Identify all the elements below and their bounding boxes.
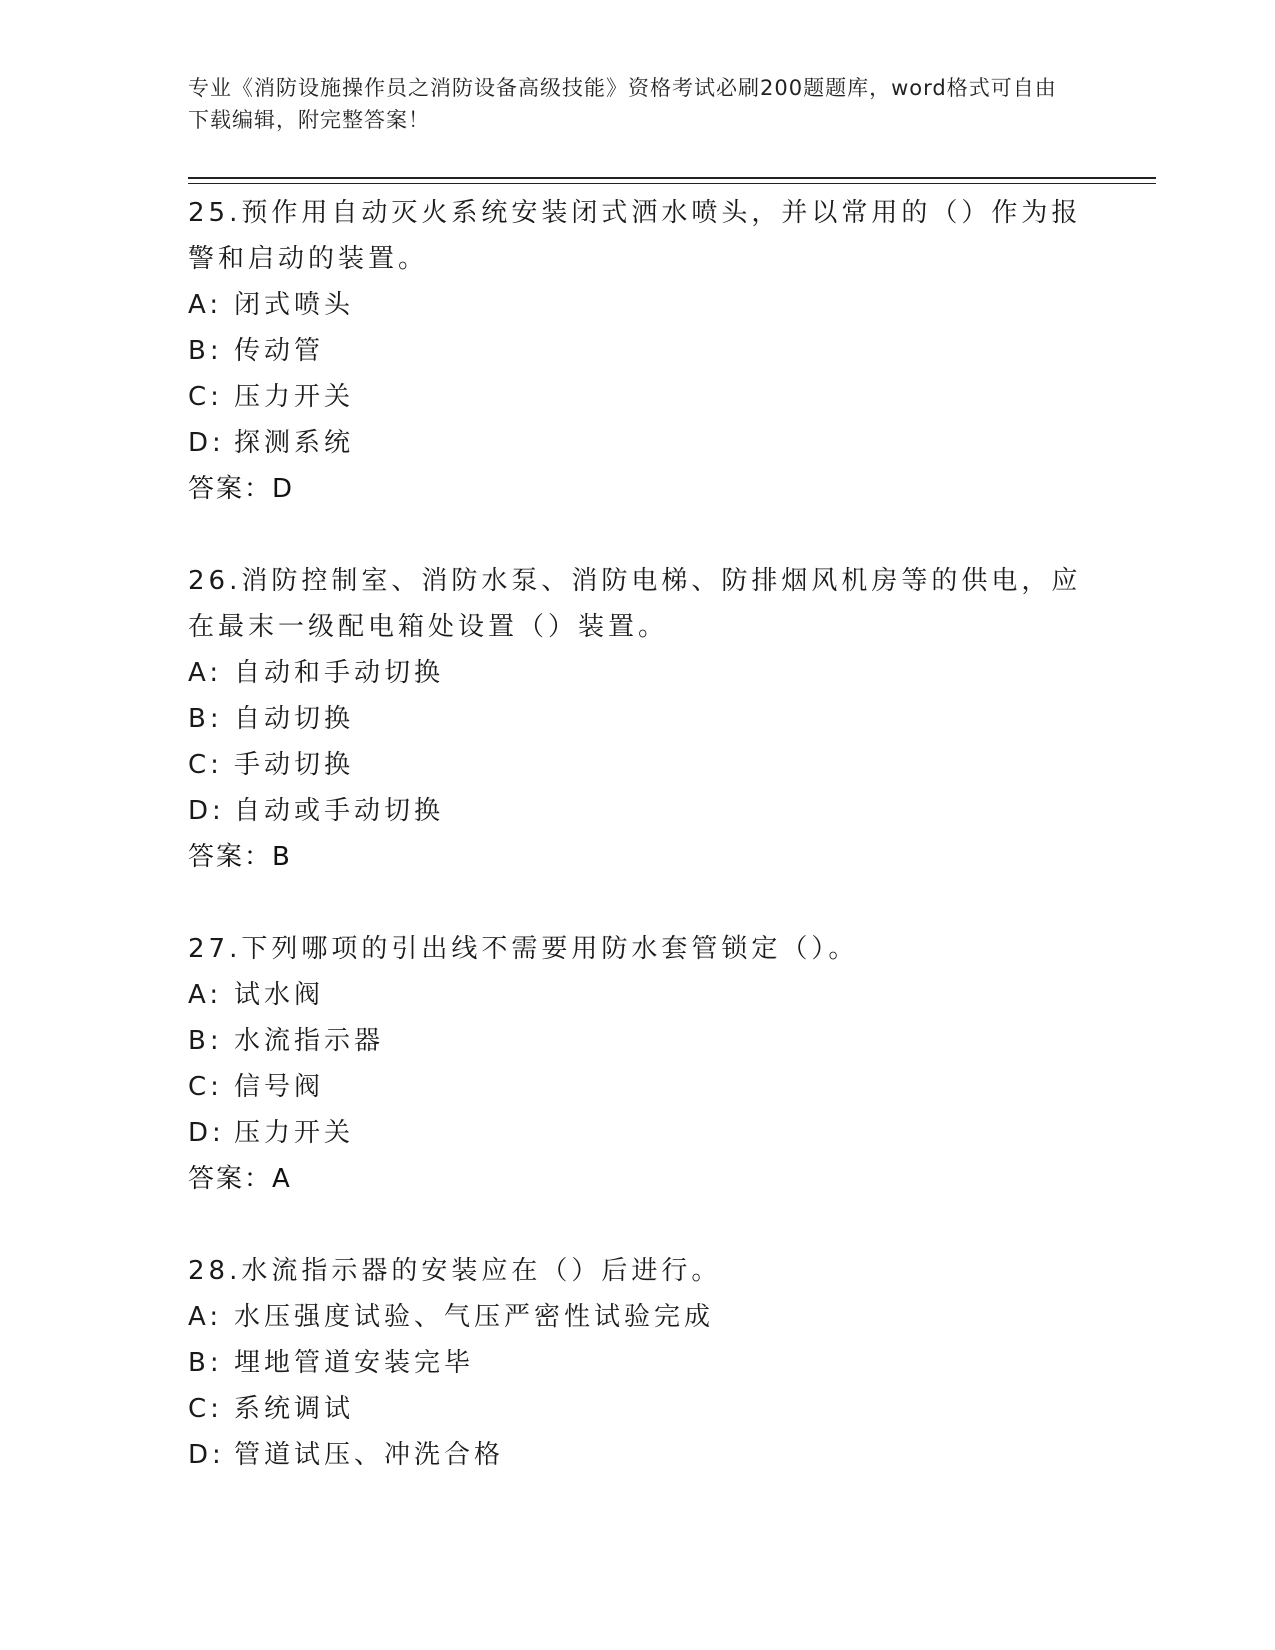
option-key: B:	[188, 1026, 223, 1056]
answer-line: 答案：D	[188, 474, 295, 504]
option-text: 手动切换	[234, 750, 355, 780]
answer-line: 答案：A	[188, 1164, 292, 1194]
option-key: D:	[188, 796, 225, 826]
option-text: 自动和手动切换	[234, 658, 445, 688]
option-key: D:	[188, 428, 225, 458]
option-text: 管道试压、冲洗合格	[234, 1440, 505, 1470]
option-a	[188, 972, 1088, 1018]
option-key: A:	[188, 290, 223, 320]
document-header-note: 专业《消防设施操作员之消防设备高级技能》资格考试必刷200题题库，word格式可自由下载编辑，附完整答案！	[188, 76, 1057, 132]
option-text: 闭式喷头	[234, 290, 355, 320]
option-d	[188, 788, 1088, 834]
option-text: 压力开关	[234, 382, 355, 412]
option-text: 系统调试	[234, 1394, 355, 1424]
option-text: 水压强度试验、气压严密性试验完成	[234, 1302, 715, 1332]
option-b	[188, 696, 1088, 742]
option-key: C:	[188, 1072, 223, 1102]
option-text: 自动或手动切换	[234, 796, 445, 826]
option-key: C:	[188, 750, 223, 780]
question-28	[188, 1248, 1088, 1478]
option-key: B:	[188, 704, 223, 734]
option-text: 传动管	[234, 336, 325, 366]
option-text: 埋地管道安装完毕	[234, 1348, 475, 1378]
option-d	[188, 420, 1088, 466]
option-d	[188, 1110, 1088, 1156]
option-text: 水流指示器	[234, 1026, 385, 1056]
option-b	[188, 1340, 1088, 1386]
question-stem: 25.预作用自动灭火系统安装闭式洒水喷头，并以常用的（）作为报警和启动的装置。	[188, 198, 1082, 274]
option-text: 信号阀	[234, 1072, 325, 1102]
option-c	[188, 1386, 1088, 1432]
question-stem: 26.消防控制室、消防水泵、消防电梯、防排烟风机房等的供电，应在最末一级配电箱处设置（）装置。	[188, 566, 1082, 642]
answer-line: 答案：B	[188, 842, 292, 872]
option-b	[188, 1018, 1088, 1064]
option-key: A:	[188, 1302, 223, 1332]
option-text: 探测系统	[234, 428, 355, 458]
option-key: D:	[188, 1118, 225, 1148]
option-key: A:	[188, 658, 223, 688]
header-divider-thin	[188, 183, 1156, 184]
question-25	[188, 190, 1088, 512]
option-a	[188, 1294, 1088, 1340]
option-text: 试水阀	[234, 980, 325, 1010]
option-key: C:	[188, 382, 223, 412]
question-26	[188, 558, 1088, 880]
question-list	[188, 190, 1088, 1524]
option-text: 压力开关	[234, 1118, 355, 1148]
option-text: 自动切换	[234, 704, 355, 734]
option-key: B:	[188, 336, 223, 366]
option-c	[188, 1064, 1088, 1110]
option-key: A:	[188, 980, 223, 1010]
question-stem: 28.水流指示器的安装应在（）后进行。	[188, 1256, 722, 1286]
option-key: B:	[188, 1348, 223, 1378]
option-a	[188, 282, 1088, 328]
question-27	[188, 926, 1088, 1202]
option-c	[188, 374, 1088, 420]
question-stem: 27.下列哪项的引出线不需要用防水套管锁定（）。	[188, 934, 859, 964]
option-c	[188, 742, 1088, 788]
option-key: C:	[188, 1394, 223, 1424]
header-divider-thick	[188, 177, 1156, 179]
option-a	[188, 650, 1088, 696]
option-d	[188, 1432, 1088, 1478]
option-key: D:	[188, 1440, 225, 1470]
option-b	[188, 328, 1088, 374]
